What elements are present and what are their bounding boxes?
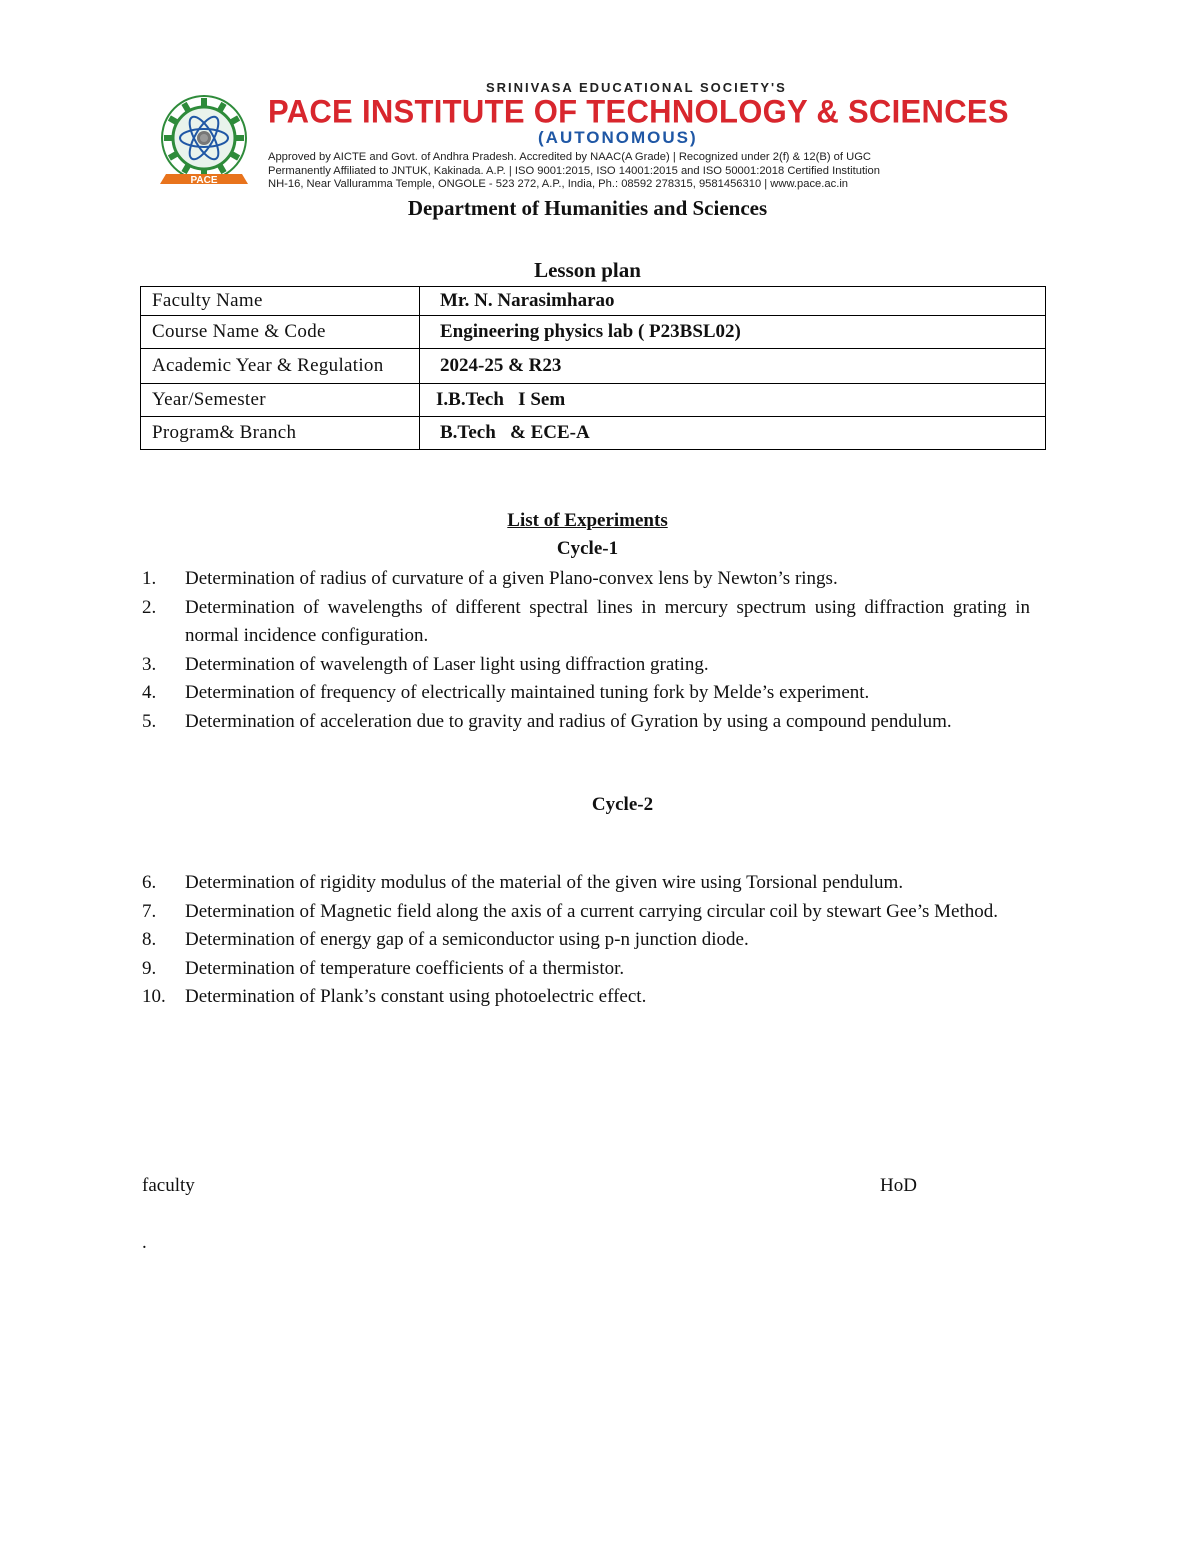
item-number: 8. [142,929,157,950]
address-line: NH-16, Near Valluramma Temple, ONGOLE - 523 272, A.P., India, Ph.: 08592 278315, 9581456310 | www.pace.ac.in [268,178,849,190]
item-text: Determination of acceleration due to gravity and radius of Gyration by using a compound pendulum. [185,710,952,732]
logo-banner-text: PACE [190,175,218,186]
item-text: Determination of Magnetic field along the axis of a current carrying circular coil by stewart Gee’s Method. [185,900,999,922]
item-text: Determination of wavelength of Laser light using diffraction grating. [185,653,709,675]
list-item [140,983,1030,1012]
course-label: Course Name & Code [141,316,420,349]
cycle2-title: Cycle-2 [591,794,654,815]
list-item [140,708,1030,737]
item-number: 5. [142,710,157,732]
table-row [141,417,1046,450]
item-text: Determination of rigidity modulus of the material of the given wire using Torsional pendulum. [185,872,904,893]
item-number: 7. [142,900,157,922]
list-item [140,679,1030,708]
list-item [140,594,1030,651]
item-number: 3. [142,653,157,675]
lesson-plan-title: Lesson plan [534,258,641,282]
item-number: 6. [142,872,157,893]
cycle1-title: Cycle-1 [556,538,619,559]
trailing-mark: . [142,1232,147,1253]
list-item [140,926,1030,955]
list-item [140,565,1030,594]
item-text: Determination of temperature coefficients of a thermistor. [185,957,625,979]
cycle1-list [140,565,1030,736]
item-number: 9. [142,957,157,979]
department-title: Department of Humanities and Sciences [407,196,768,220]
list-item [140,898,1030,927]
item-text: Determination of energy gap of a semiconductor using p-n junction diode. [185,929,749,950]
item-number: 10. [142,986,166,1007]
program-value: B.Tech & ECE-A [420,417,1046,450]
accreditation-line: Approved by AICTE and Govt. of Andhra Pradesh. Accredited by NAAC(A Grade) | Recognized under 2(f) & 12(B) of UGC [268,151,871,163]
hod-signature-label: HoD [880,1175,917,1196]
letterhead [152,78,1022,190]
table-row [141,384,1046,417]
table-row [141,287,1046,316]
item-text: Determination of wavelengths of different spectral lines in mercury spectrum using diffraction grating in normal incidence configuration. [185,596,1030,646]
academic-year-value: 2024-25 & R23 [420,349,1046,384]
autonomous-label: (AUTONOMOUS) [538,128,698,147]
list-item [140,651,1030,680]
semester-label: Year/Semester [141,384,420,417]
faculty-signature-label: faculty [142,1175,195,1196]
item-number: 2. [142,596,157,618]
item-text: Determination of radius of curvature of a given Plano-convex lens by Newton’s rings. [185,568,838,589]
item-number: 4. [142,682,157,703]
item-text: Determination of frequency of electrically maintained tuning fork by Melde’s experiment. [185,682,870,703]
cycle2-list [140,869,1030,1012]
institute-name: PACE INSTITUTE OF TECHNOLOGY & SCIENCES [268,93,1009,130]
list-item [140,955,1030,984]
affiliation-line: Permanently Affiliated to JNTUK, Kakinada. A.P. | ISO 9001:2015, ISO 14001:2015 and ISO 50001:2018 Certified Institution [268,165,880,177]
item-number: 1. [142,568,157,589]
item-text: Determination of Plank’s constant using photoelectric effect. [185,986,647,1007]
academic-year-label: Academic Year & Regulation [141,349,420,384]
institute-logo [152,92,264,188]
course-info-table [140,286,1046,450]
list-item [140,869,1030,898]
program-label: Program& Branch [141,417,420,450]
faculty-name-label: Faculty Name [141,287,420,316]
course-value: Engineering physics lab ( P23BSL02) [420,316,1046,349]
semester-value: I.B.Tech I Sem [420,384,1046,417]
faculty-name-value: Mr. N. Narasimharao [420,287,1046,316]
table-row [141,316,1046,349]
experiments-heading: List of Experiments [507,510,668,531]
society-name: SRINIVASA EDUCATIONAL SOCIETY'S [486,80,787,95]
table-row [141,349,1046,384]
